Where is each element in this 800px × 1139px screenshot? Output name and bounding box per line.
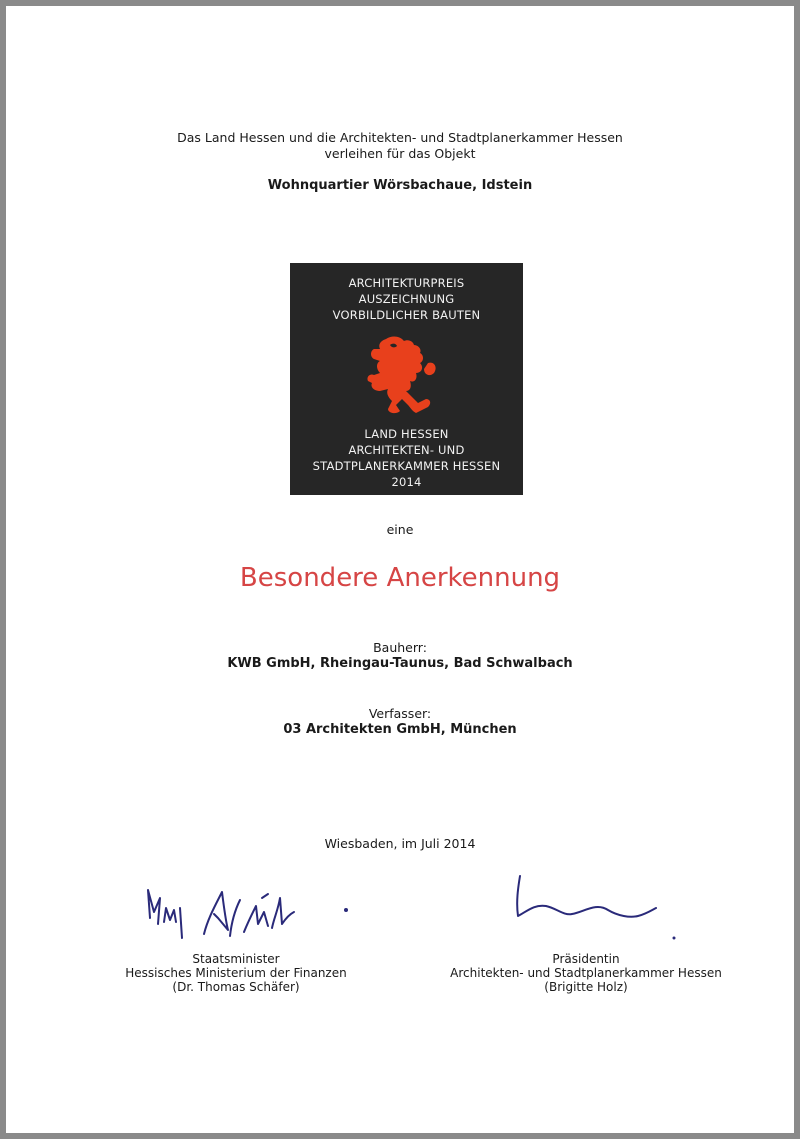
client-label: Bauherr: bbox=[373, 640, 427, 655]
signature-right bbox=[506, 872, 686, 944]
signatory-2-title: Präsidentin bbox=[552, 952, 620, 966]
award-intro: eine bbox=[386, 522, 414, 537]
author-value: 03 Architekten GmbH, München bbox=[283, 722, 517, 737]
place-date: Wiesbaden, im Juli 2014 bbox=[324, 836, 476, 851]
certificate-page bbox=[6, 6, 794, 1133]
emblem-top-line-1: ARCHITEKTURPREIS bbox=[348, 276, 465, 290]
award-title: Besondere Anerkennung bbox=[239, 563, 561, 593]
signature-dot-left bbox=[344, 908, 348, 912]
client-value: KWB GmbH, Rheingau-Taunus, Bad Schwalbach bbox=[227, 656, 573, 671]
emblem-bottom-line-3: STADTPLANERKAMMER HESSEN bbox=[312, 459, 501, 473]
signature-left bbox=[144, 878, 324, 954]
author-label: Verfasser: bbox=[368, 706, 432, 721]
emblem-bottom-line-2: ARCHITEKTEN- UND bbox=[348, 443, 465, 457]
object-name: Wohnquartier Wörsbachaue, Idstein bbox=[267, 178, 533, 193]
signatory-1-name: (Dr. Thomas Schäfer) bbox=[172, 980, 300, 994]
signatory-1-title: Staatsminister bbox=[192, 952, 280, 966]
emblem-bottom-line-4: 2014 bbox=[391, 475, 422, 489]
emblem-top-line-2: AUSZEICHNUNG bbox=[358, 292, 455, 306]
header-line-1: Das Land Hessen und die Architekten- und Stadtplanerkammer Hessen bbox=[177, 130, 623, 145]
signatory-2-org: Architekten- und Stadtplanerkammer Hessen bbox=[450, 966, 722, 980]
award-emblem bbox=[290, 263, 523, 495]
emblem-bottom-line-1: LAND HESSEN bbox=[364, 427, 449, 441]
heraldic-lion-icon bbox=[366, 333, 438, 415]
signatory-2-name: (Brigitte Holz) bbox=[544, 980, 628, 994]
header-line-2: verleihen für das Objekt bbox=[324, 146, 476, 161]
emblem-top-line-3: VORBILDLICHER BAUTEN bbox=[332, 308, 481, 322]
signatory-1-org: Hessisches Ministerium der Finanzen bbox=[125, 966, 347, 980]
